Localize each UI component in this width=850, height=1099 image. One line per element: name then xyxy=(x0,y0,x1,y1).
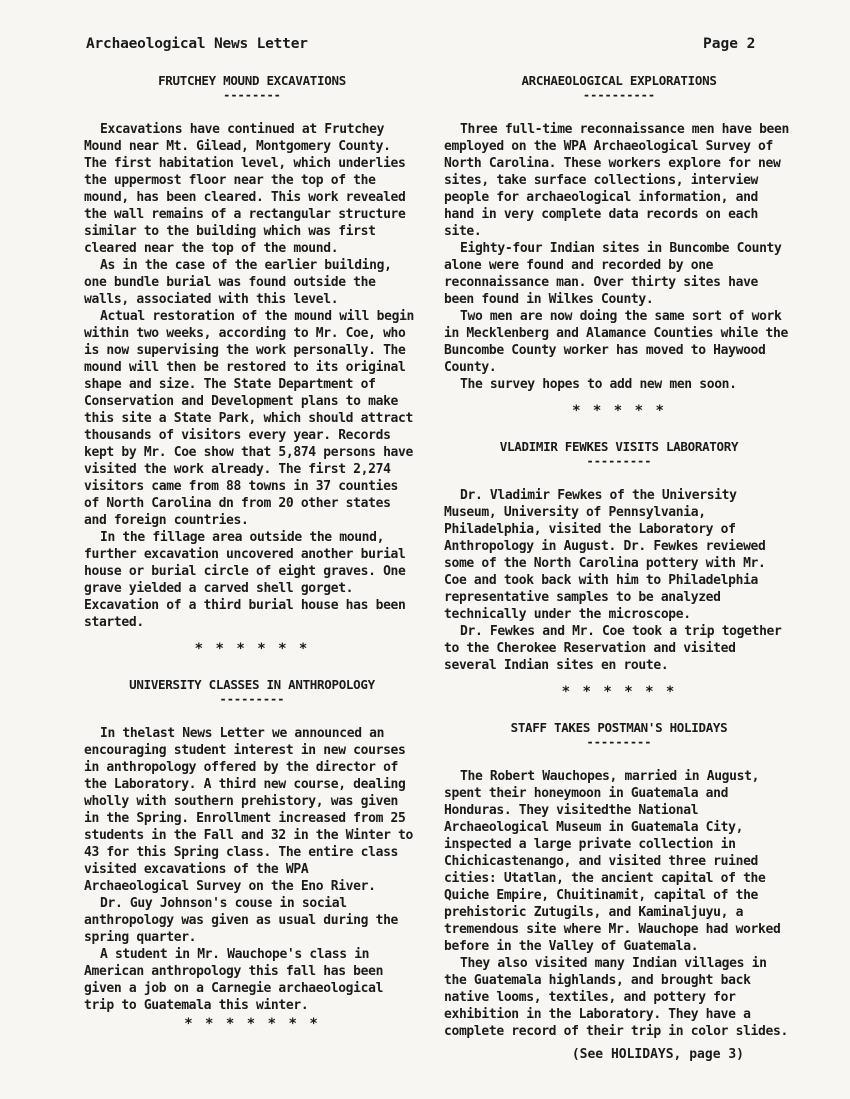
page-number: Page 2 xyxy=(703,36,756,52)
article-paragraph: In the fillage area outside the mound, further excavation uncovered another burial house or burial circle of eight graves. One grave yielded a carved shell gorget. Excavation of a third burial house has been started. xyxy=(84,530,413,630)
article-paragraph: Dr. Guy Johnson's couse in social anthropology was given as usual during the spring quarter. xyxy=(84,896,406,945)
title-underline: -------- xyxy=(223,88,281,102)
right-column xyxy=(444,72,797,1063)
article-title: FRUTCHEY MOUND EXCAVATIONS xyxy=(158,73,346,88)
section-separator: * * * * * xyxy=(572,403,666,419)
section-separator: * * * * * * * xyxy=(184,1016,320,1032)
left-column xyxy=(84,72,420,1051)
title-underline: ---------- xyxy=(582,88,656,102)
title-underline: --------- xyxy=(219,692,285,706)
article-title: ARCHAEOLOGICAL EXPLORATIONS xyxy=(521,73,717,88)
article-paragraph: Three full-time reconnaissance men have been employed on the WPA Archaeological Survey of North Carolina. These workers explore for new sites, take surface collections, interview people for archaeological information, and hand in very complete data records on each site. xyxy=(444,122,797,239)
holidays-article xyxy=(444,719,794,1063)
classes-article xyxy=(84,676,420,1033)
article-paragraph: Eighty-four Indian sites in Buncombe County alone were found and recorded by one reconnaissance man. Over thirty sites have been found in Wilkes County. xyxy=(444,241,789,307)
fewkes-article xyxy=(444,438,794,701)
continued-note: (See HOLIDAYS, page 3) xyxy=(571,1047,744,1062)
article-title: UNIVERSITY CLASSES IN ANTHROPOLOGY xyxy=(129,677,375,692)
article-paragraph: The survey hopes to add new men soon. xyxy=(460,377,737,392)
title-underline: --------- xyxy=(586,454,652,468)
article-paragraph: Dr. Fewkes and Mr. Coe took a trip together to the Cherokee Reservation and visited several Indian sites en route. xyxy=(444,624,789,673)
article-paragraph: In thelast News Letter we announced an encouraging student interest in new courses in anthropology offered by the director of the Laboratory. A third new course, dealing wholly with southern prehistory, was given in the Spring. Enrollment increased from 25 students in the Fall and 32 in the Winter to 43 for this Spring class. The entire class visited excavations of the WPA Archaeological Survey on the Eno River. xyxy=(84,726,421,894)
section-separator: * * * * * * xyxy=(561,684,677,700)
article-paragraph: Excavations have continued at Frutchey Mound near Mt. Gilead, Montgomery County. The first habitation level, which underlies the uppermost floor near the top of the mound, has been cleared. This work revealed the wall remains of a rectangular structure similar to the building which was first cleared near the top of the mound. xyxy=(84,122,413,256)
article-paragraph: The Robert Wauchopes, married in August, spent their honeymoon in Guatemala and Honduras. They visitedthe National Archaeological Museum in Guatemala City, inspected a large private collection in Chichicastenango, and visited three ruined cities: Utatlan, the ancient capital of the Quiche Empire, Chuitinamit, capital of the prehistoric Zutugils, and Kaminaljuyu, a tremendous site where Mr. Wauchope had worked before in the Valley of Guatemala. xyxy=(444,769,788,954)
article-paragraph: As in the case of the earlier building, one bundle burial was found outside the walls, associated with this level. xyxy=(84,258,400,307)
newsletter-title: Archaeological News Letter xyxy=(86,36,308,52)
article-paragraph: A student in Mr. Wauchope's class in American anthropology this fall has been given a job on a Carnegie archaeological trip to Guatemala this winter. xyxy=(84,947,391,1013)
article-paragraph: They also visited many Indian villages in the Guatemala highlands, and brought back native looms, textiles, and pottery for exhibition in the Laboratory. They have a complete record of their trip in color slides. xyxy=(444,956,788,1039)
frutchey-article xyxy=(84,72,420,658)
title-underline: --------- xyxy=(586,735,652,749)
explorations-article xyxy=(444,72,797,420)
article-paragraph: Actual restoration of the mound will begin within two weeks, according to Mr. Coe, who is now supervising the work personally. The mound will then be restored to its original shape and size. The State Department of Conservation and Development plans to make this site a State Park, which should attract thousands of visitors every year. Records kept by Mr. Coe show that 5,874 persons have visited the work already. The first 2,274 visitors came from 88 towns in 37 counties of North Carolina dn from 20 other states and foreign countries. xyxy=(84,309,422,528)
article-title: VLADIMIR FEWKES VISITS LABORATORY xyxy=(499,439,739,454)
article-title: STAFF TAKES POSTMAN'S HOLIDAYS xyxy=(510,720,728,735)
article-paragraph: Dr. Vladimir Fewkes of the University Museum, University of Pennsylvania, Philadelphia, visited the Laboratory of Anthropology in August. Dr. Fewkes reviewed some of the North Carolina pottery with Mr. Coe and took back with him to Philadelphia representative samples to be analyzed technically under the microscope. xyxy=(444,488,773,622)
article-paragraph: Two men are now doing the same sort of work in Mecklenberg and Alamance Counties while the Buncombe County worker has moved to Haywood County. xyxy=(444,309,796,375)
section-separator: * * * * * * xyxy=(194,641,310,657)
